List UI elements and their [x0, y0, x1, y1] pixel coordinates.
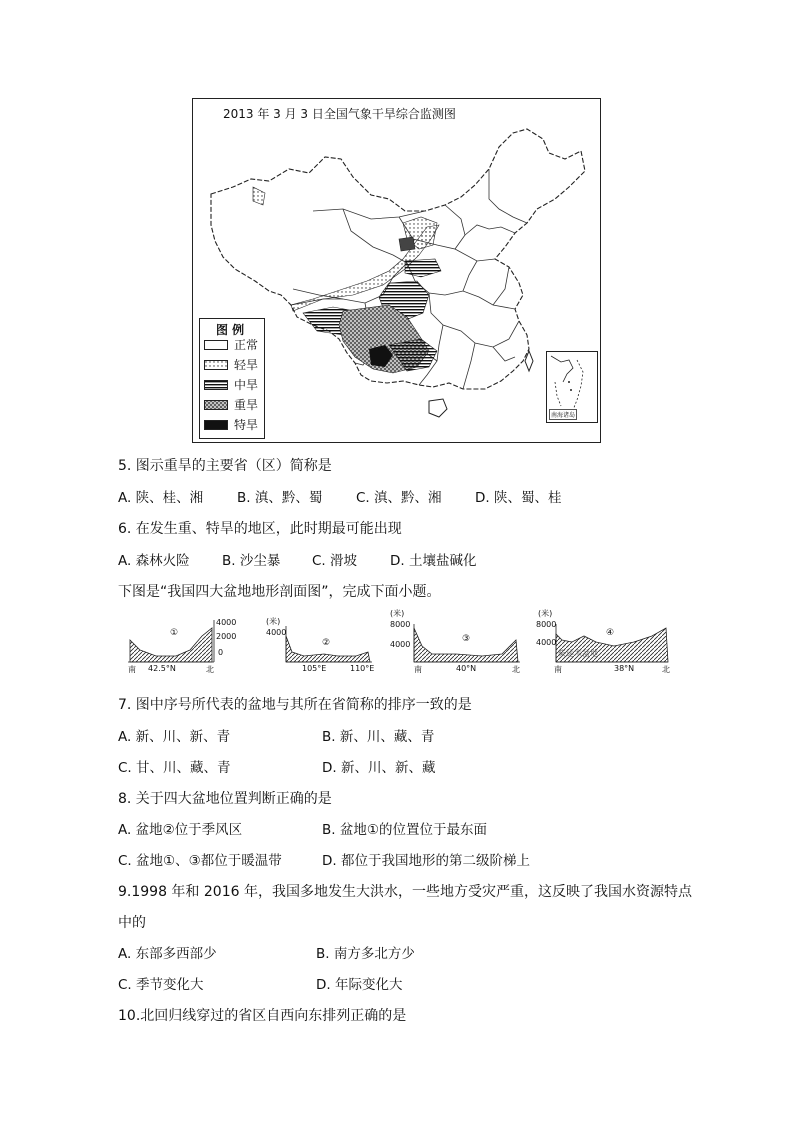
q5-option-b: B. 滇、黔、蜀: [237, 490, 323, 506]
profile-4-lat: 38°N: [614, 664, 635, 673]
basin-profile-1: [126, 612, 237, 682]
basin-profile-2: [264, 612, 376, 682]
profile-intro: 下图是“我国四大盆地地形剖面图”，完成下面小题。: [118, 584, 441, 600]
q9-option-d: D. 年际变化大: [316, 977, 403, 993]
profile-3-north: 北: [512, 665, 520, 674]
profile-2-number: ②: [322, 638, 331, 648]
inset-label: 南海诸岛: [549, 409, 577, 420]
profile-1-tick-0: 0: [218, 648, 224, 657]
legend-label: 中旱: [234, 378, 259, 392]
question-9-stem-line-1: 9.1998 年和 2016 年，我国多地发生大洪水，一些地方受灾严重，这反映了我国水资源特点: [118, 884, 692, 900]
profile-3-south: 南: [414, 665, 422, 674]
profile-4-tick-4000: 4000: [536, 638, 557, 647]
q8-option-d: D. 都位于我国地形的第二级阶梯上: [322, 853, 530, 869]
question-6-stem: 6. 在发生重、特旱的地区，此时期最可能出现: [118, 521, 402, 537]
question-5-stem: 5. 图示重旱的主要省（区）简称是: [118, 458, 332, 474]
profile-4-tick-8000: 8000: [536, 620, 557, 629]
profile-3-lat: 40°N: [456, 664, 477, 673]
legend-title: 图 例: [216, 323, 245, 337]
legend-label: 正常: [234, 338, 259, 352]
q7-option-c: C. 甘、川、藏、青: [118, 760, 231, 776]
legend-item-severe: [204, 397, 266, 413]
question-8-stem: 8. 关于四大盆地位置判断正确的是: [118, 791, 332, 807]
basin-profile-4: [534, 609, 674, 682]
q8-option-c: C. 盆地①、③都位于暖温带: [118, 853, 282, 869]
profile-1-south: 南: [128, 665, 136, 674]
profile-2-lon2: 110°E: [350, 664, 375, 673]
q6-option-a: A. 森林火险: [118, 553, 190, 569]
profile-1-north: 北: [206, 665, 214, 674]
legend-swatch-moderate: [204, 380, 228, 390]
q7-option-a: A. 新、川、新、青: [118, 729, 231, 745]
profile-3-unit: (米): [390, 609, 405, 618]
profile-4-note: 柴达木盆地: [558, 649, 598, 658]
legend-item-normal: [204, 337, 266, 353]
legend-label: 轻旱: [234, 358, 259, 372]
q8-option-a: A. 盆地②位于季风区: [118, 822, 243, 838]
profile-4-north: 北: [662, 665, 670, 674]
q8-option-b: B. 盆地①的位置位于最东面: [322, 822, 487, 838]
profile-4-south: 南: [554, 665, 562, 674]
map-title: 2013 年 3 月 3 日全国气象干旱综合监测图: [223, 107, 456, 121]
profile-1-tick-2000: 2000: [216, 632, 237, 641]
legend-item-moderate: [204, 377, 266, 393]
q5-option-d: D. 陕、蜀、桂: [475, 490, 562, 506]
q9-option-c: C. 季节变化大: [118, 977, 204, 993]
profile-3-tick-8000: 8000: [390, 620, 411, 629]
profile-1-lat: 42.5°N: [148, 664, 176, 673]
profile-4-number: ④: [606, 628, 615, 638]
legend-swatch-severe: [204, 400, 228, 410]
drought-map: [192, 98, 601, 443]
profile-1-number: ①: [170, 628, 179, 638]
q6-option-d: D. 土壤盐碱化: [390, 553, 477, 569]
legend-label: 特旱: [234, 418, 259, 432]
legend-label: 重旱: [234, 398, 259, 412]
question-7-stem: 7. 图中序号所代表的盆地与其所在省简称的排序一致的是: [118, 697, 472, 713]
q6-option-c: C. 滑坡: [312, 553, 358, 569]
legend-swatch-extreme: [204, 420, 228, 430]
q7-option-d: D. 新、川、新、藏: [322, 760, 436, 776]
south-china-sea-inset: [546, 351, 598, 423]
profile-1-tick-4000: 4000: [216, 618, 237, 627]
question-10-stem: 10.北回归线穿过的省区自西向东排列正确的是: [118, 1008, 407, 1024]
legend-swatch-light: [204, 360, 228, 370]
legend-swatch-normal: [204, 340, 228, 350]
q7-option-b: B. 新、川、藏、青: [322, 729, 435, 745]
basin-profile-3: [386, 609, 524, 682]
question-9-stem-line-2: 中的: [118, 915, 146, 931]
profile-2-unit: (米): [266, 617, 281, 626]
profile-3-number: ③: [462, 634, 471, 644]
map-legend: [199, 318, 265, 439]
q9-option-b: B. 南方多北方少: [316, 946, 415, 962]
profile-3-tick-4000: 4000: [390, 640, 411, 649]
q9-option-a: A. 东部多西部少: [118, 946, 217, 962]
legend-item-light: [204, 357, 266, 373]
profile-2-tick-4000: 4000: [266, 628, 287, 637]
profile-2-lon1: 105°E: [302, 664, 327, 673]
legend-item-extreme: [204, 417, 266, 433]
q6-option-b: B. 沙尘暴: [222, 553, 281, 569]
q5-option-c: C. 滇、黔、湘: [356, 490, 442, 506]
profile-4-unit: (米): [538, 609, 553, 618]
q5-option-a: A. 陕、桂、湘: [118, 490, 204, 506]
